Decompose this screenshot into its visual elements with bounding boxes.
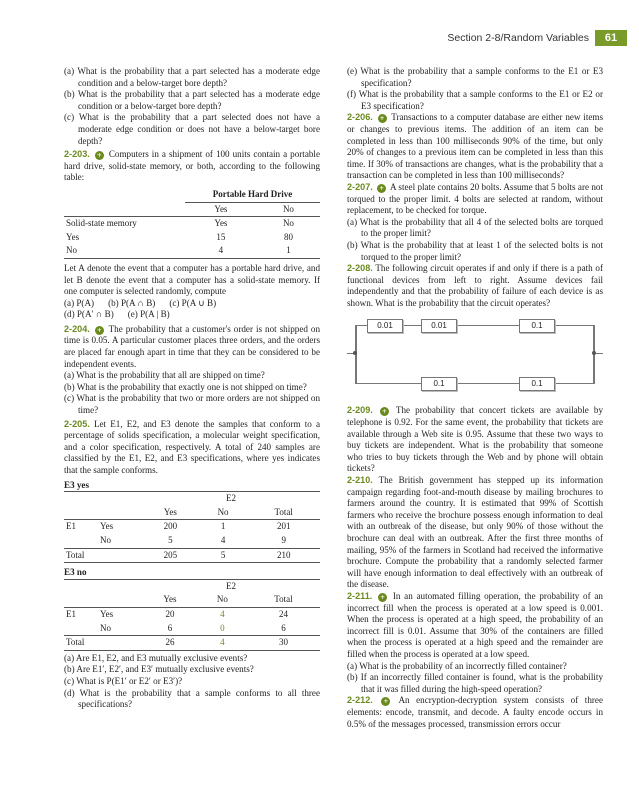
question: (b) What is the probability that a part selected has a moderate edge condition or a below-target bore depth? xyxy=(64,89,320,111)
question: (a) What is the probability that all are shipped on time? xyxy=(64,370,265,381)
table-cell: 6 xyxy=(281,622,286,633)
table-header: Total xyxy=(274,594,293,605)
plus-icon: + xyxy=(378,593,387,602)
table-header: E2 xyxy=(226,580,236,591)
problem-text: Computers in a shipment of 100 units contain a portable hard drive, solid-state memory, or both, according to the following table: xyxy=(64,149,320,183)
problem-2-206 xyxy=(347,112,603,182)
problem-2-204 xyxy=(64,324,320,370)
plus-icon: + xyxy=(378,114,387,123)
table-cell: 80 xyxy=(283,231,293,242)
table-header: No xyxy=(216,594,228,605)
device-2: 0.01 xyxy=(421,319,457,333)
junction xyxy=(592,351,596,355)
table-cell: Total xyxy=(66,549,85,560)
device-3: 0.1 xyxy=(519,319,555,333)
question: (f) What is the probability that a sample conforms to the E1 or E2 or E3 specification? xyxy=(347,89,603,111)
question: (a) What is the probability that all 4 of the selected bolts are torqued to the proper limit? xyxy=(347,216,603,239)
question: (b) What is the probability that at least 1 of the selected bolts is not torqued to the proper limit? xyxy=(347,239,603,262)
problem-text: The British government has stepped up its information campaign regarding foot-and-mouth disease by mailing brochures to farmers around the country. It is estimated that 99% of Scottish farmers who receive the brochure possess enough information to deal with an outbreak of the disease, but only 90% of those without the brochure can deal with an outbreak. After the first three months of mailing, 95% of the farmers in Scotland had received the informative brochure. Compute the probability that a randomly selected farmer will have enough information to deal effectively with an outbreak of the disease. xyxy=(347,475,603,590)
table-header: No xyxy=(217,506,229,517)
problem-number: 2-211. xyxy=(347,590,373,601)
table-cell: 30 xyxy=(278,637,288,648)
table-cell: 5 xyxy=(220,549,226,560)
table-cell: Yes xyxy=(100,521,114,532)
problem-2-209 xyxy=(347,405,603,475)
table-cell: No xyxy=(100,622,111,633)
problem-number: 2-203. xyxy=(64,149,90,160)
circuit-diagram xyxy=(347,315,603,401)
table-cell: 26 xyxy=(165,637,175,648)
device-1: 0.01 xyxy=(367,319,403,333)
table-cell: 15 xyxy=(216,231,226,242)
plus-icon: + xyxy=(381,697,390,706)
problem-text: The probability that concert tickets are available by telephone is 0.92. For the same event, the probability that tickets are available through a Web site is 0.95. Assume that these two ways to buy tickets are independent. What is the probability that someone who tries to buy tickets through the Web and by phone will obtain tickets? xyxy=(347,405,603,474)
table-cell: Yes xyxy=(66,231,80,242)
subquestions xyxy=(64,309,320,321)
table-cell: Yes xyxy=(100,608,114,619)
table-cell: 4 xyxy=(220,637,225,648)
table-cell: 9 xyxy=(281,534,286,545)
problem-2-205 xyxy=(64,419,320,477)
question: (b) What is the probability that exactly one is not shipped on time? xyxy=(64,381,307,392)
problem-2-207 xyxy=(347,182,603,217)
question: (a) Are E1, E2, and E3 mutually exclusive events? xyxy=(64,652,248,663)
question: (e) P(A | B) xyxy=(127,309,170,320)
problem-2-212 xyxy=(347,695,603,730)
problem-number: 2-205. xyxy=(64,418,90,429)
table-cell: 210 xyxy=(276,549,291,560)
table-cell: 4 xyxy=(220,534,226,545)
question: (a) P(A) xyxy=(64,297,95,308)
problem-number: 2-204. xyxy=(64,323,90,334)
wire xyxy=(355,383,595,384)
question: (d) What is the probability that a sample conforms to all three specifications? xyxy=(64,687,320,710)
question: (a) What is the probability that a part selected has a moderate edge condition and a below-target bore depth? xyxy=(64,66,320,88)
problem-text: In an automated filling operation, the probability of an incorrect fill when the process is operated at a low speed is 0.001. When the process is operated at a high speed, the probability of an incorrect fill is 0.01. Assume that 30% of the containers are filled when the process is operated at a high speed and the remainder are filled when the process is operated at a low speed. xyxy=(347,590,603,659)
table-cell: 24 xyxy=(278,608,288,619)
section-title: Section 2-8/Random Variables xyxy=(447,32,589,44)
problem-text: A steel plate contains 20 bolts. Assume that 5 bolts are not torqued to the proper limit. 4 bolts are selected at random, without replacement, to be checked for torque. xyxy=(347,181,603,216)
device-4: 0.1 xyxy=(421,377,457,391)
table-header: No xyxy=(282,203,294,214)
plus-icon: + xyxy=(380,407,389,416)
table-cell: 205 xyxy=(163,549,178,560)
wire xyxy=(595,353,603,354)
question: (c) P(A ∪ B) xyxy=(169,297,217,308)
table-cell: 200 xyxy=(163,521,178,532)
table-cell: Yes xyxy=(214,218,228,229)
table-cell: 5 xyxy=(168,534,173,545)
table-header: E2 xyxy=(226,493,236,504)
table-cell: No xyxy=(66,245,77,256)
problem-number: 2-206. xyxy=(347,112,373,123)
problem-text: The following circuit operates if and only if there is a path of functional devices from left to right. Assume devices fail independently and that the probability of failure of each device is as shown. What is the probability that the circuit operates? xyxy=(347,263,603,308)
subquestions xyxy=(64,298,320,310)
question: (e) What is the probability that a sample conforms to the E1 or E3 specification? xyxy=(347,66,603,88)
table-cell: 0 xyxy=(220,622,225,633)
left-column xyxy=(64,66,320,711)
table-label: E3 yes xyxy=(64,479,90,490)
question: (c) What is the probability that a part selected does not have a moderate edge condition or does not have a below-target bore depth? xyxy=(64,112,320,146)
table-e3-yes xyxy=(64,491,320,563)
table-cell: 201 xyxy=(276,521,291,532)
table-cell: E1 xyxy=(66,608,76,619)
table-cell: E1 xyxy=(66,521,76,532)
question: (b) Are E1′, E2′, and E3′ mutually exclusive events? xyxy=(64,664,254,675)
right-column xyxy=(347,66,603,730)
table-cell: 1 xyxy=(220,521,226,532)
table-cell: 20 xyxy=(165,608,175,619)
question: (d) P(A′ ∩ B) xyxy=(64,309,114,320)
table-label: E3 no xyxy=(64,567,87,578)
device-5: 0.1 xyxy=(519,377,555,391)
table-cell: 6 xyxy=(167,622,173,633)
problem-2-210 xyxy=(347,475,603,591)
table-cell: 4 xyxy=(220,608,225,619)
question: (b) If an incorrectly filled container is found, what is the probability that it was filled during the high-speed operation? xyxy=(347,672,603,694)
table-header: Yes xyxy=(214,203,228,214)
question: (a) What is the probability of an incorrectly filled container? xyxy=(347,660,567,671)
question: (b) P(A ∩ B) xyxy=(108,297,156,308)
problem-2-208 xyxy=(347,263,603,309)
question: (c) What is P(E1′ or E2′ or E3′)? xyxy=(64,675,183,686)
problem-text: Let A denote the event that a computer has a portable hard drive, and let B denote the event that a computer has a solid-state memory. If one computer is selected randomly, compute xyxy=(64,262,320,297)
page-header xyxy=(0,30,639,48)
page-number: 61 xyxy=(595,30,627,46)
table-title: Portable Hard Drive xyxy=(185,188,320,202)
table-cell: 4 xyxy=(218,245,224,256)
table-header: Yes xyxy=(163,594,177,605)
table-cell: No xyxy=(100,534,111,545)
problem-number: 2-208. xyxy=(347,263,373,274)
table-2-203 xyxy=(64,188,320,259)
table-e3-no xyxy=(64,579,320,651)
problem-number: 2-209. xyxy=(347,405,373,416)
problem-2-203 xyxy=(64,149,320,184)
table-header: Yes xyxy=(163,506,177,517)
question: (c) What is the probability that two or more orders are not shipped on time? xyxy=(64,393,320,416)
problem-text: Transactions to a computer database are either new items or changes to previous items. The addition of an item can be completed in less than 100 milliseconds 90% of the time, but only 20% of changes to a previous item can be completed in less than this time. If 30% of transactions are changes, what is the probability that a transaction can be completed in less than 100 milliseconds? xyxy=(347,112,603,181)
table-cell: 1 xyxy=(286,245,291,256)
problem-number: 2-212. xyxy=(347,695,373,706)
problem-number: 2-207. xyxy=(347,181,373,192)
plus-icon: + xyxy=(95,326,104,335)
plus-icon: + xyxy=(377,184,386,193)
table-cell: Solid-state memory xyxy=(66,218,137,229)
problem-text: An encryption-decryption system consists of three elements: encode, transmit, and decode. A faulty encode occurs in 0.5% of the messages processed, transmission errors occur xyxy=(347,695,603,729)
table-cell: No xyxy=(282,218,294,229)
problem-text: The probability that a customer's order is not shipped on time is 0.05. A particular customer places three orders, and the orders are placed far enough apart in time that they can be considered to be independent events. xyxy=(64,323,320,369)
problem-2-211 xyxy=(347,591,603,661)
problem-text: Let E1, E2, and E3 denote the samples that conform to a percentage of solids specification, a molecular weight specification, and a color specification, respectively. A total of 240 samples are classified by the E1, E2, and E3 specifications, where yes indicates that the sample conforms. xyxy=(64,418,321,475)
problem-number: 2-210. xyxy=(347,475,373,486)
table-cell: Total xyxy=(66,637,85,648)
table-header: Total xyxy=(274,506,293,517)
plus-icon: + xyxy=(95,151,104,160)
